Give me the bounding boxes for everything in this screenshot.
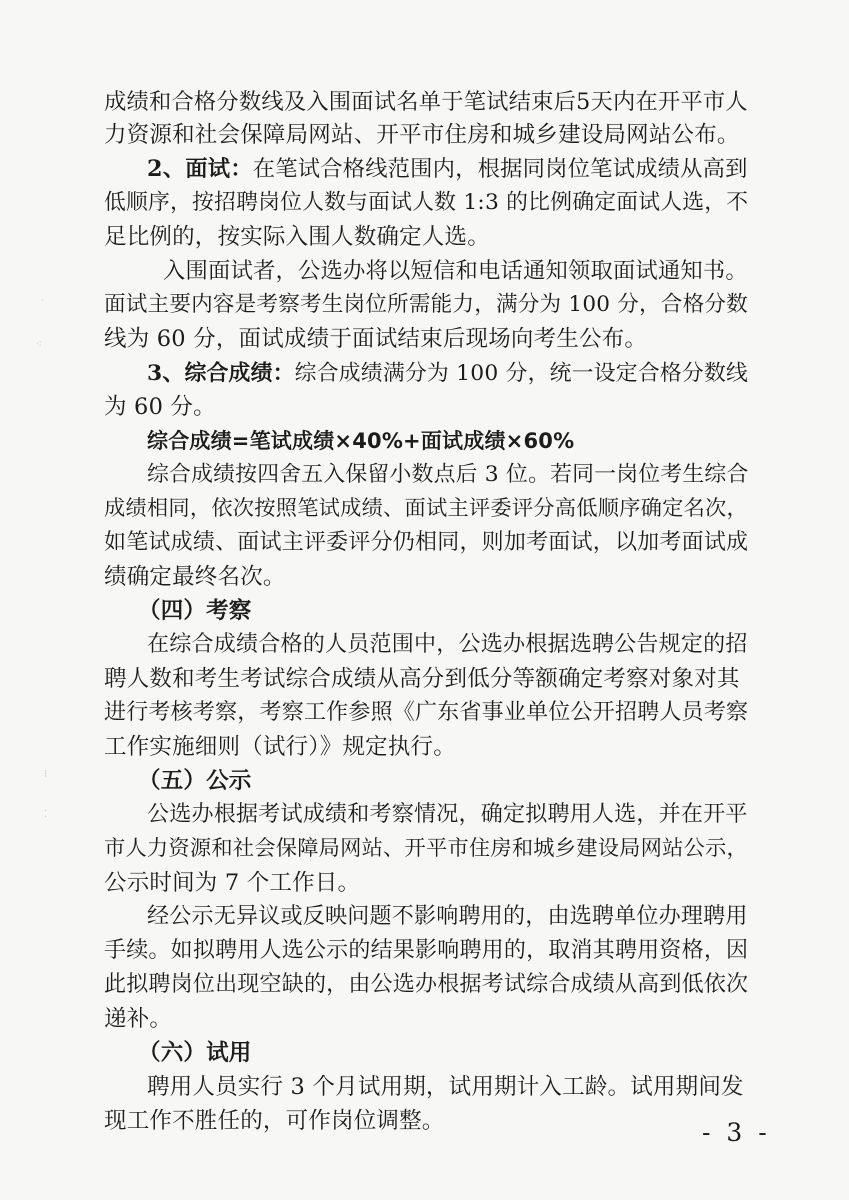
text-line: 入围面试者，公选办将以短信和电话通知领取面试通知书。 xyxy=(163,258,748,284)
text-line: 公选办根据考试成绩和考察情况，确定拟聘用人选，并在开平 xyxy=(147,802,748,827)
text-line: 手续。如拟聘用人选公示的结果影响聘用的，取消其聘用资格，因 xyxy=(104,938,749,963)
section-heading: 3、综合成绩： xyxy=(147,360,295,386)
text-line: 公示时间为 7 个工作日。 xyxy=(104,870,361,896)
text-line: 聘用人员实行 3 个月试用期，试用期计入工龄。试用期间发 xyxy=(147,1074,744,1100)
section-heading: 2、面试： xyxy=(147,156,253,182)
text-line xyxy=(147,358,748,389)
text-line: 足比例的，按实际入围人数确定人选。 xyxy=(104,224,490,250)
section-heading: （四）考察 xyxy=(138,598,252,624)
text-line: 为 60 分。 xyxy=(104,394,216,420)
text-line: 现工作不胜任的，可作岗位调整。 xyxy=(104,1108,445,1134)
text-line: 如笔试成绩、面试主评委评分仍相同，则加考面试，以加考面试成 xyxy=(104,530,749,555)
text-line: 力资源和社会保障局网站、开平市住房和城乡建设局网站公布。 xyxy=(104,122,740,148)
text-line: 经公示无异议或反映问题不影响聘用的，由选聘单位办理聘用 xyxy=(147,904,748,929)
text-line xyxy=(147,154,748,184)
section-heading: （五）公示 xyxy=(138,768,252,794)
text-line: 递补。 xyxy=(104,1006,173,1032)
text-line: 在综合成绩合格的人员范围中，公选办根据选聘公告规定的招 xyxy=(147,632,748,657)
scan-speck: ˙ xyxy=(40,299,45,310)
text-line: 进行考核考察，考察工作参照《广东省事业单位公开招聘人员考察 xyxy=(104,700,749,725)
scan-speck: ⁖ xyxy=(36,339,42,350)
page-number: - 3 - xyxy=(702,1118,771,1147)
text-run: 综合成绩满分为 100 分，统一设定合格分数线 xyxy=(294,361,749,386)
formula-line: 综合成绩=笔试成绩×40%+面试成绩×60% xyxy=(147,429,575,453)
scan-speck: ⁝ xyxy=(44,769,48,780)
section-heading: （六）试用 xyxy=(138,1040,252,1066)
text-line: 综合成绩按四舍五入保留小数点后 3 位。若同一岗位考生综合 xyxy=(147,462,749,487)
text-line: 成绩相同，依次按照笔试成绩、面试主评委评分高低顺序确定名次， xyxy=(104,496,748,521)
scan-speck: ⁚ xyxy=(44,809,48,820)
text-line: 绩确定最终名次。 xyxy=(104,564,286,590)
text-line: 成绩和合格分数线及入围面试名单于笔试结束后5天内在开平市人 xyxy=(104,89,748,115)
text-line: 工作实施细则（试行）》规定执行。 xyxy=(104,734,456,760)
text-line: 聘人数和考生考试综合成绩从高分到低分等额确定考察对象对其 xyxy=(104,666,740,692)
text-line: 低顺序，按招聘岗位人数与面试人数 1:3 的比例确定面试人选，不 xyxy=(104,190,749,215)
text-line: 线为 60 分，面试成绩于面试结束后现场向考生公布。 xyxy=(104,326,648,352)
text-line: 此拟聘岗位出现空缺的，由公选办根据考试综合成绩从高到低依次 xyxy=(104,972,749,997)
text-line: 市人力资源和社会保障局网站、开平市住房和城乡建设局网站公示， xyxy=(104,836,748,861)
text-run: 在笔试合格线范围内，根据同岗位笔试成绩从高到 xyxy=(252,156,748,182)
text-line: 面试主要内容是考察考生岗位所需能力，满分为 100 分，合格分数 xyxy=(104,292,748,317)
